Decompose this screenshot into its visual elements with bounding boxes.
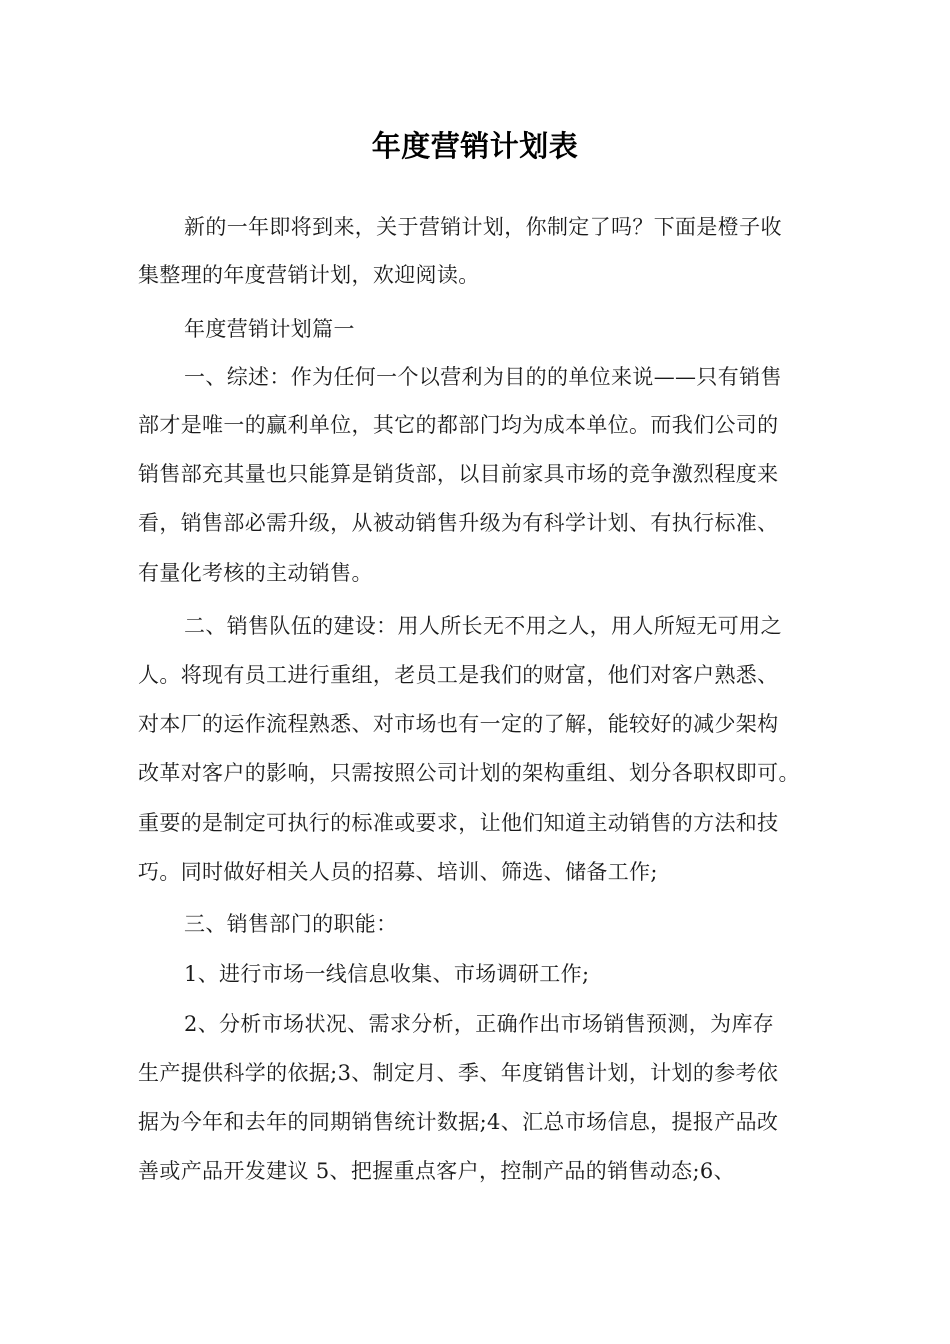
paragraph-function-item: 1、进行市场一线信息收集、市场调研工作; xyxy=(184,962,590,986)
document-title: 年度营销计划表 xyxy=(371,129,579,163)
paragraph-function-item: 据为今年和去年的同期销售统计数据;4、汇总市场信息，提报产品改 xyxy=(138,1110,779,1134)
paragraph-team-line: 改革对客户的影响，只需按照公司计划的架构重组、划分各职权即可。 xyxy=(138,761,800,785)
paragraph-overview-line: 销售部充其量也只能算是销货部，以目前家具市场的竞争激烈程度来 xyxy=(138,462,779,486)
paragraph-function-item: 善或产品开发建议 5、把握重点客户，控制产品的销售动态;6、 xyxy=(138,1159,735,1183)
paragraph-overview-line: 有量化考核的主动销售。 xyxy=(138,561,373,585)
paragraph-team-line: 对本厂的运作流程熟悉、对市场也有一定的了解，能较好的减少架构 xyxy=(138,712,779,736)
paragraph-team-line: 二、销售队伍的建设：用人所长无不用之人，用人所短无可用之 xyxy=(184,614,782,638)
paragraph-intro-line: 新的一年即将到来，关于营销计划，你制定了吗？下面是橙子收 xyxy=(184,215,782,239)
paragraph-overview-line: 部才是唯一的赢利单位，其它的都部门均为成本单位。而我们公司的 xyxy=(138,413,779,437)
paragraph-functions-heading: 三、销售部门的职能： xyxy=(184,912,398,936)
paragraph-overview-line: 一、综述：作为任何一个以营利为目的的单位来说——只有销售 xyxy=(184,365,782,389)
section-heading: 年度营销计划篇一 xyxy=(184,317,355,341)
paragraph-function-item: 2、分析市场状况、需求分析，正确作出市场销售预测，为库存 xyxy=(184,1012,775,1036)
paragraph-team-line: 巧。同时做好相关人员的招募、培训、筛选、储备工作; xyxy=(138,860,658,884)
paragraph-team-line: 人。将现有员工进行重组，老员工是我们的财富，他们对客户熟悉、 xyxy=(138,663,779,687)
paragraph-intro-line: 集整理的年度营销计划，欢迎阅读。 xyxy=(138,263,480,287)
paragraph-function-item: 生产提供科学的依据;3、制定月、季、年度销售计划，计划的参考依 xyxy=(138,1061,779,1085)
paragraph-overview-line: 看，销售部必需升级，从被动销售升级为有科学计划、有执行标准、 xyxy=(138,511,779,535)
paragraph-team-line: 重要的是制定可执行的标准或要求，让他们知道主动销售的方法和技 xyxy=(138,811,779,835)
